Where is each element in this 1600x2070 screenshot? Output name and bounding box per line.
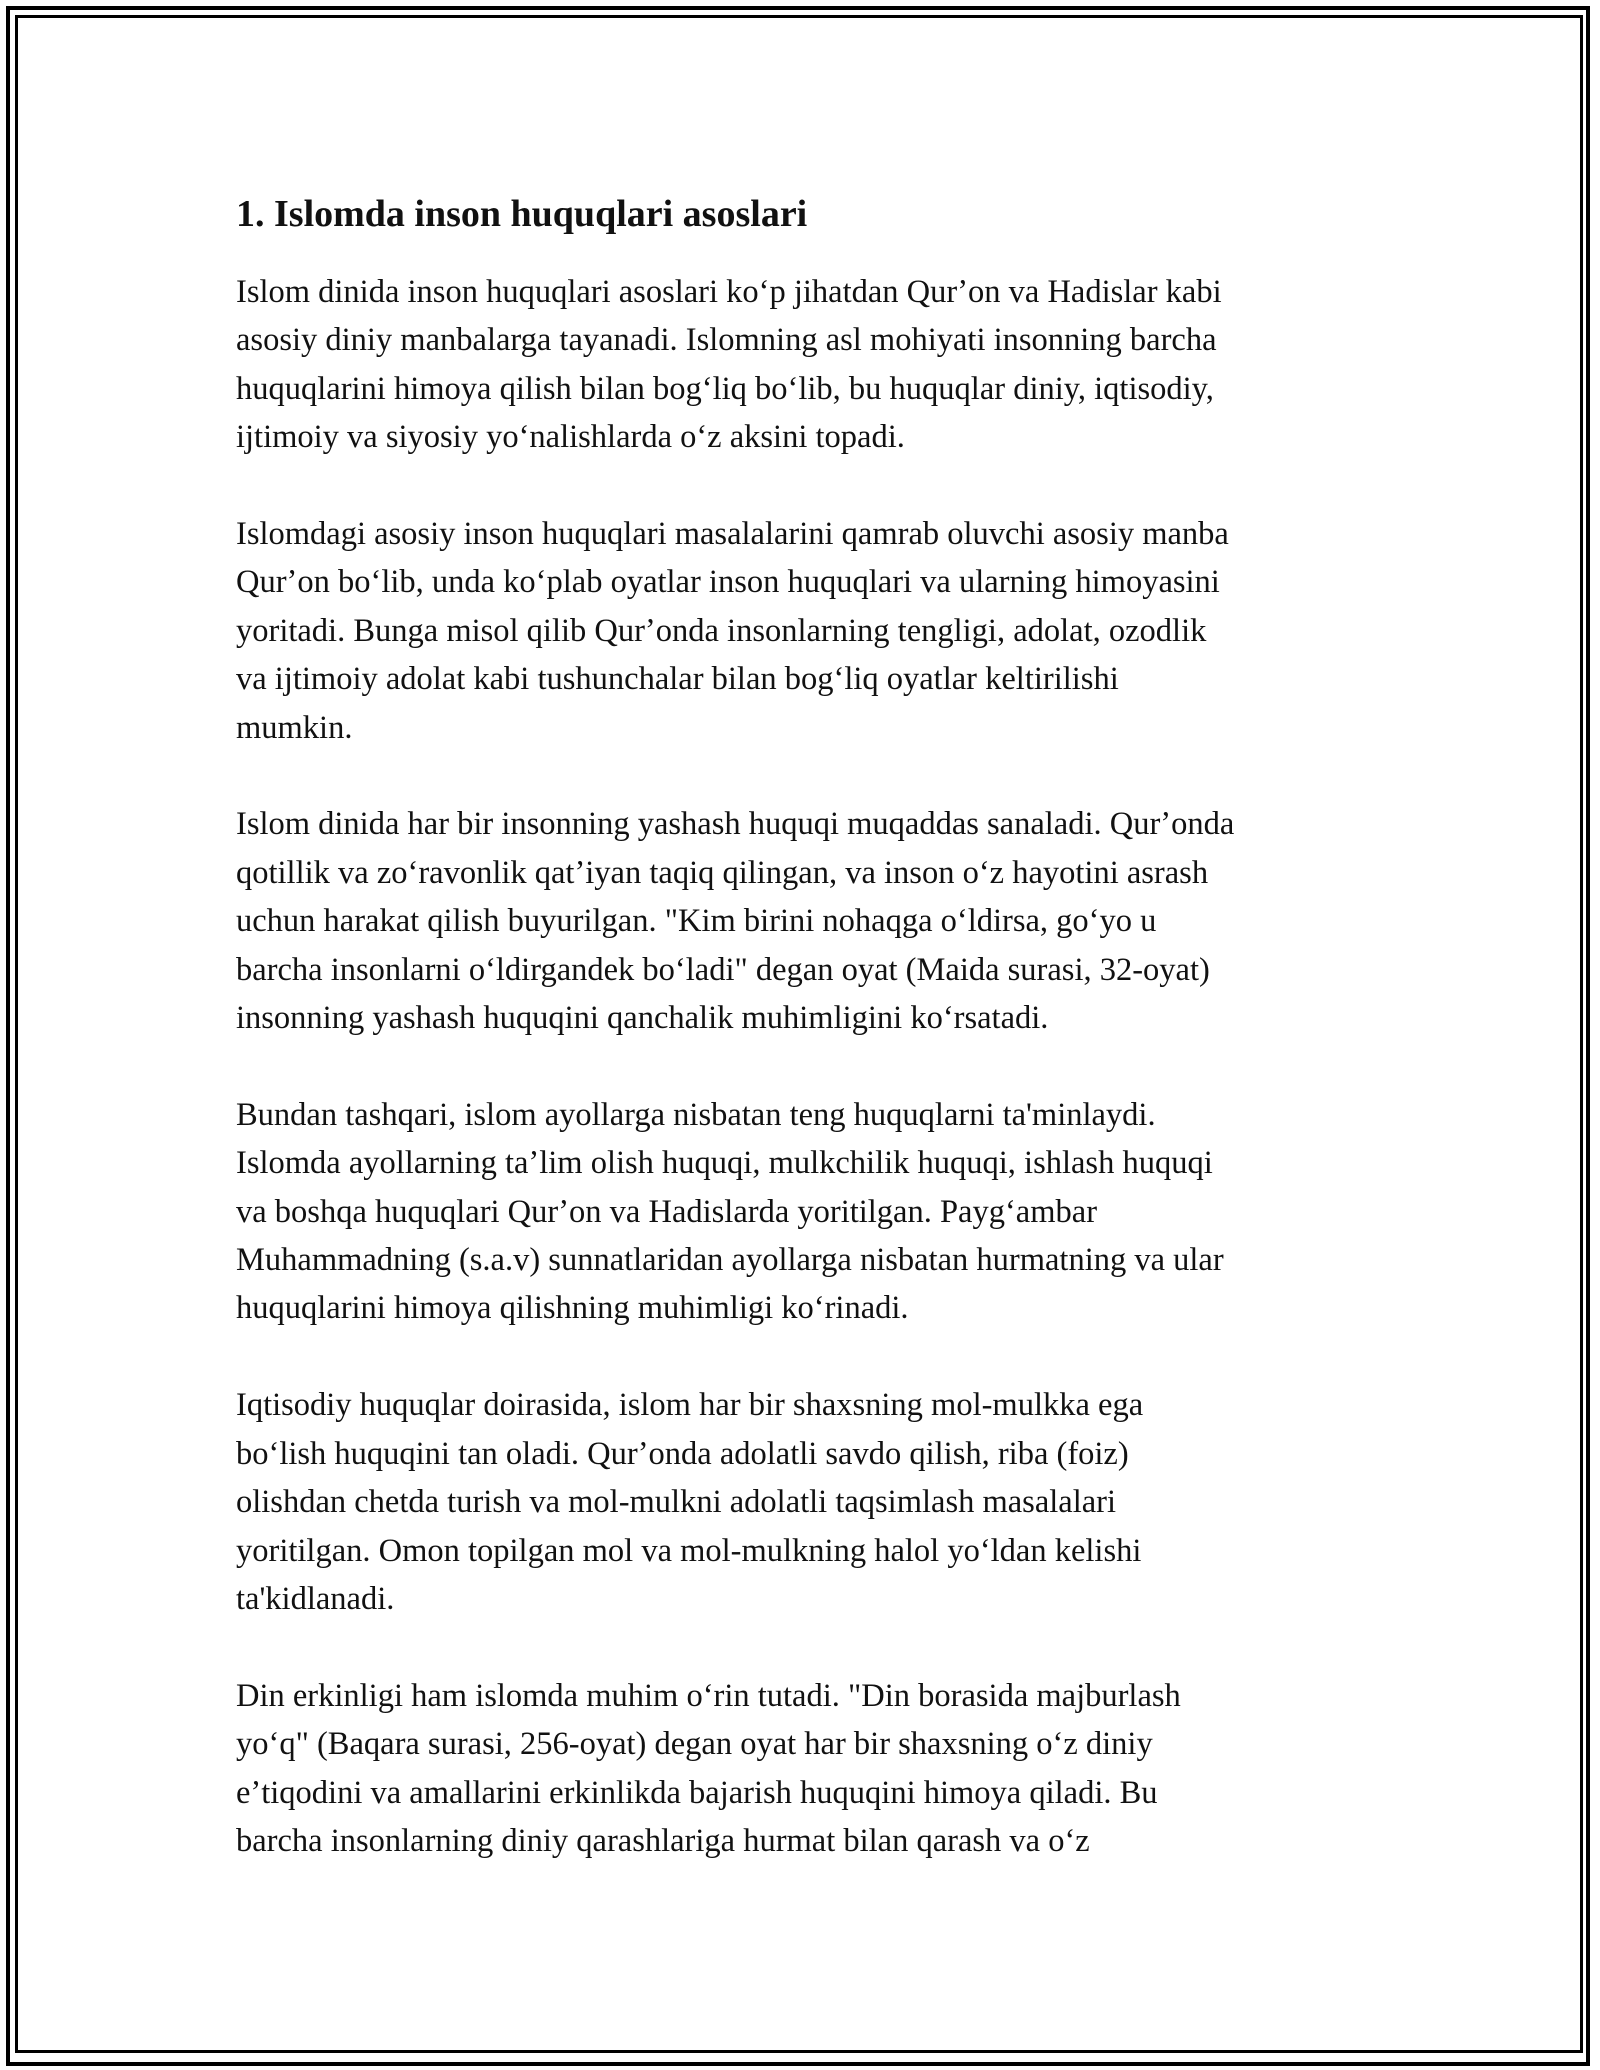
text-line: asosiy diniy manbalarga tayanadi. Islomning asl mohiyati insonning barcha <box>236 322 1217 359</box>
text-line: ta'kidlanadi. <box>236 1580 395 1617</box>
text-line: boʻlish huquqini tan oladi. Qurʼonda adolatli savdo qilish, riba (foiz) <box>236 1435 1129 1472</box>
text-line: insonning yashash huquqini qanchalik muhimligini koʻrsatadi. <box>236 1000 1049 1037</box>
paragraph <box>236 268 1396 462</box>
text-line: Qurʼon boʻlib, unda koʻplab oyatlar inson huquqlari va ularning himoyasini <box>236 564 1220 601</box>
text-line: uchun harakat qilish buyurilgan. "Kim birini nohaqga oʻldirsa, goʻyo u <box>236 903 1157 940</box>
text-line: Islomdagi asosiy inson huquqlari masalalarini qamrab oluvchi asosiy manba <box>236 516 1229 553</box>
text-line: qotillik va zoʻravonlik qatʼiyan taqiq qilingan, va inson oʻz hayotini asrash <box>236 854 1209 891</box>
paragraph <box>236 800 1396 1042</box>
paragraph <box>236 1381 1396 1623</box>
text-line: olishdan chetda turish va mol-mulkni adolatli taqsimlash masalalari <box>236 1484 1117 1521</box>
text-line: yoritilgan. Omon topilgan mol va mol-mulkning halol yoʻldan kelishi <box>236 1532 1142 1569</box>
text-line: Muhammadning (s.a.v) sunnatlaridan ayollarga nisbatan hurmatning va ular <box>236 1242 1224 1279</box>
section-heading: 1. Islomda inson huquqlari asoslari <box>236 193 808 235</box>
text-line: va boshqa huquqlari Qurʼon va Hadislarda yoritilgan. Paygʻambar <box>236 1193 1098 1230</box>
text-line: va ijtimoiy adolat kabi tushunchalar bilan bogʻliq oyatlar keltirilishi <box>236 661 1119 698</box>
text-line: barcha insonlarning diniy qarashlariga hurmat bilan qarash va oʻz <box>236 1822 1090 1859</box>
text-line: Din erkinligi ham islomda muhim oʻrin tutadi. "Din borasida majburlash <box>236 1677 1181 1714</box>
text-line: Islom dinida har bir insonning yashash huquqi muqaddas sanaladi. Qurʼonda <box>236 806 1235 843</box>
text-line: barcha insonlarni oʻldirgandek boʻladi" degan oyat (Maida surasi, 32-oyat) <box>236 951 1210 988</box>
text-line: huquqlarini himoya qilish bilan bogʻliq boʻlib, bu huquqlar diniy, iqtisodiy, <box>236 370 1214 407</box>
text-line: Iqtisodiy huquqlar doirasida, islom har bir shaxsning mol-mulkka ega <box>236 1387 1144 1424</box>
text-line: yoritadi. Bunga misol qilib Qurʼonda insonlarning tengligi, adolat, ozodlik <box>236 612 1207 649</box>
paragraph <box>236 510 1396 752</box>
document-body <box>236 184 1396 1914</box>
paragraph <box>236 1091 1396 1333</box>
text-line: huquqlarini himoya qilishning muhimligi koʻrinadi. <box>236 1290 909 1327</box>
text-line: Bundan tashqari, islom ayollarga nisbatan teng huquqlarni ta'minlaydi. <box>236 1096 1156 1133</box>
text-line: yoʻq" (Baqara surasi, 256-oyat) degan oyat har bir shaxsning oʻz diniy <box>236 1726 1153 1763</box>
text-line: ijtimoiy va siyosiy yoʻnalishlarda oʻz aksini topadi. <box>236 419 905 456</box>
text-line: eʼtiqodini va amallarini erkinlikda bajarish huquqini himoya qiladi. Bu <box>236 1774 1158 1811</box>
text-line: Islom dinida inson huquqlari asoslari koʻp jihatdan Qurʼon va Hadislar kabi <box>236 274 1222 310</box>
text-line: Islomda ayollarning taʼlim olish huquqi, mulkchilik huquqi, ishlash huquqi <box>236 1145 1213 1182</box>
paragraph <box>236 1672 1396 1866</box>
text-line: mumkin. <box>236 709 353 746</box>
